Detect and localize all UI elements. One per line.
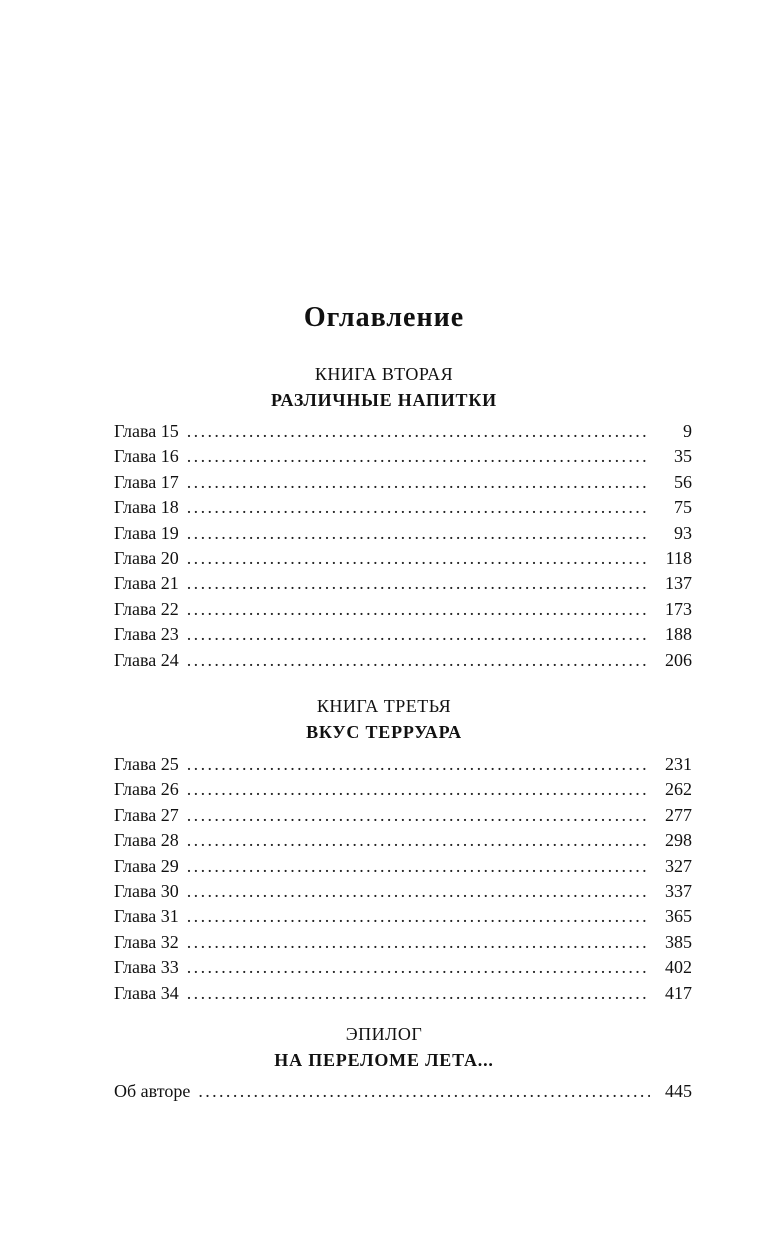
toc-entry-page-number: 365 [665,906,692,927]
book-three-entry-list [114,752,692,1006]
toc-entry[interactable] [114,444,692,469]
dot-leader [187,879,650,904]
toc-entry[interactable] [114,828,692,853]
toc-entry[interactable] [114,981,692,1006]
toc-entry[interactable] [114,752,692,777]
toc-entry-label: Об авторе [114,1081,191,1101]
toc-entry-label: Глава 23 [114,624,179,645]
dot-leader [187,777,650,802]
toc-entry[interactable] [114,571,692,596]
toc-entry-label: Глава 26 [114,779,179,800]
toc-entry-page-number: 327 [665,855,692,876]
toc-entry[interactable] [114,777,692,802]
dot-leader [187,828,650,853]
toc-entry-page-number: 35 [674,446,692,467]
toc-entry-label: Глава 29 [114,855,179,876]
toc-entry-page-number: 402 [665,957,692,978]
dot-leader [187,571,650,596]
toc-entry[interactable] [114,597,692,622]
book-three-name: ВКУС ТЕРРУАРА [306,722,462,742]
toc-entry-label: Глава 31 [114,906,179,927]
toc-entry-page-number: 9 [683,421,692,441]
toc-entry-label: Глава 15 [114,421,179,441]
toc-entry-page-number: 206 [665,649,692,670]
dot-leader [187,495,650,520]
book-two-label: КНИГА ВТОРАЯ [314,364,454,384]
toc-entry[interactable] [114,955,692,980]
dot-leader [198,1079,650,1104]
toc-entry-page-number: 298 [665,830,692,851]
toc-entry[interactable] [114,1079,692,1104]
dot-leader [187,955,650,980]
toc-entry-page-number: 385 [665,931,692,952]
toc-entry-page-number: 118 [665,547,692,568]
toc-entry[interactable] [114,521,692,546]
toc-entry[interactable] [114,470,692,495]
toc-entry-label: Глава 18 [114,497,179,518]
toc-entry-label: Глава 32 [114,931,179,952]
toc-entry-page-number: 93 [674,522,692,543]
book-two-entry-list [114,419,692,673]
toc-entry-page-number: 417 [665,982,692,1003]
book-three-label: КНИГА ТРЕТЬЯ [316,696,452,716]
toc-entry-label: Глава 28 [114,830,179,851]
toc-entry-label: Глава 22 [114,598,179,619]
toc-entry-label: Глава 16 [114,446,179,467]
toc-entry-page-number: 56 [674,471,692,492]
toc-entry-label: Глава 19 [114,522,179,543]
dot-leader [187,419,650,444]
toc-entry-page-number: 262 [665,779,692,800]
toc-entry[interactable] [114,419,692,444]
dot-leader [187,546,650,571]
dot-leader [187,930,650,955]
toc-entry[interactable] [114,622,692,647]
toc-entry-page-number: 188 [665,624,692,645]
dot-leader [187,752,650,777]
toc-entry-label: Глава 33 [114,957,179,978]
dot-leader [187,597,650,622]
toc-entry-label: Глава 30 [114,880,179,901]
dot-leader [187,981,650,1006]
toc-entry-page-number: 445 [665,1081,692,1101]
toc-entry-label: Глава 27 [114,804,179,825]
epilogue-name: НА ПЕРЕЛОМЕ ЛЕТА... [274,1050,494,1070]
toc-entry[interactable] [114,803,692,828]
dot-leader [187,803,650,828]
toc-entry-page-number: 231 [665,754,692,774]
book-two-name: РАЗЛИЧНЫЕ НАПИТКИ [271,390,497,410]
dot-leader [187,470,650,495]
dot-leader [187,904,650,929]
dot-leader [187,444,650,469]
dot-leader [187,854,650,879]
toc-entry[interactable] [114,930,692,955]
toc-entry[interactable] [114,495,692,520]
toc-entry[interactable] [114,648,692,673]
toc-entry[interactable] [114,879,692,904]
epilogue-entry-list [114,1079,692,1104]
toc-entry[interactable] [114,904,692,929]
toc-entry-label: Глава 24 [114,649,179,670]
toc-entry-label: Глава 25 [114,754,179,774]
dot-leader [187,648,650,673]
toc-entry[interactable] [114,854,692,879]
toc-entry-page-number: 75 [674,497,692,518]
toc-entry-page-number: 337 [665,880,692,901]
dot-leader [187,521,650,546]
dot-leader [187,622,650,647]
toc-entry-page-number: 173 [665,598,692,619]
toc-entry-label: Глава 34 [114,982,179,1003]
epilogue-label: ЭПИЛОГ [345,1024,423,1044]
toc-entry-page-number: 137 [665,573,692,594]
page-title: Оглавление [303,302,465,333]
toc-entry-page-number: 277 [665,804,692,825]
toc-entry-label: Глава 17 [114,471,179,492]
toc-entry-label: Глава 21 [114,573,179,594]
toc-entry[interactable] [114,546,692,571]
toc-entry-label: Глава 20 [114,547,179,568]
